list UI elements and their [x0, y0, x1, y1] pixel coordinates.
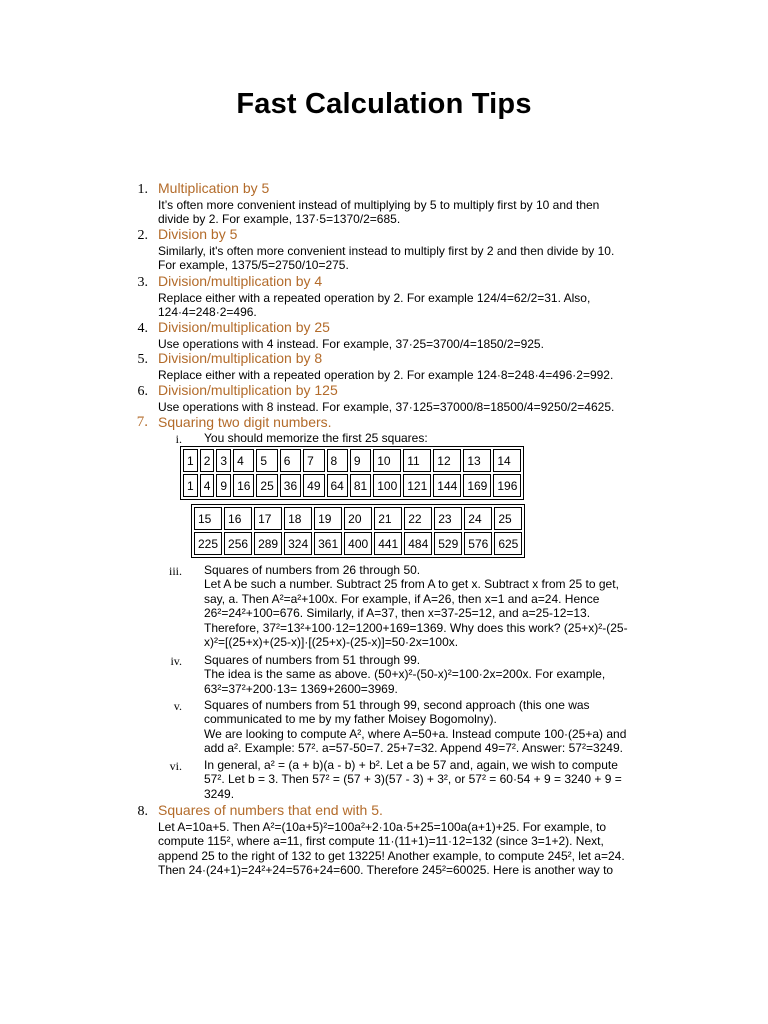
table-cell: 100 — [373, 474, 401, 497]
table-cell: 13 — [463, 449, 491, 472]
subitem-text: Squares of numbers from 51 through 99. The idea is the same as above. (50+x)²-(50-x)²=100·2x=200x. For example, 63²=37²+200·13= 1369+2600=3969. — [204, 653, 606, 696]
subitem-text: You should memorize the first 25 squares: — [204, 431, 428, 445]
table-cell: 289 — [254, 532, 282, 555]
item-heading: Division/multiplication by 4 — [158, 273, 323, 289]
item-heading: Multiplication by 5 — [158, 180, 270, 196]
table-cell: 11 — [403, 449, 431, 472]
item-number: 3. — [137, 275, 148, 290]
table-cell: 10 — [373, 449, 401, 472]
table-cell: 15 — [194, 507, 222, 530]
table-cell: 25 — [494, 507, 522, 530]
table-cell: 529 — [434, 532, 462, 555]
table-cell: 484 — [404, 532, 432, 555]
table-cell: 169 — [463, 474, 491, 497]
subitem-text: In general, a² = (a + b)(a - b) + b². Let a be 57 and, again, we wish to compute 57². Let b = 3. Then 57² = (57 + 3)(57 - 3) + 3², or 57² = 60·54 + 9 = 3240 + 9 = 3249. — [204, 758, 622, 801]
item-body: Replace either with a repeated operation by 2. For example 124/4=62/2=31. Also, 124·4=248·2=496. — [158, 291, 591, 320]
table-cell: 6 — [280, 449, 301, 472]
table-cell: 2 — [200, 449, 215, 472]
subitem-numeral: v. — [173, 699, 182, 713]
table-cell: 7 — [303, 449, 324, 472]
table-cell: 14 — [493, 449, 521, 472]
item-number: 8. — [137, 804, 148, 819]
item-number: 7. — [136, 414, 148, 430]
table-cell: 24 — [464, 507, 492, 530]
item-number: 4. — [137, 321, 148, 336]
item-body: Replace either with a repeated operation by 2. For example 124·8=248·4=496·2=992. — [158, 368, 614, 382]
table-cell: 576 — [464, 532, 492, 555]
table-cell: 361 — [314, 532, 342, 555]
table-cell: 441 — [374, 532, 402, 555]
table-cell: 20 — [344, 507, 372, 530]
item-heading: Division/multiplication by 25 — [158, 319, 330, 335]
table-cell: 17 — [254, 507, 282, 530]
table-cell: 25 — [256, 474, 277, 497]
table-cell: 625 — [494, 532, 522, 555]
item-heading: Division by 5 — [158, 226, 238, 242]
item-number: 5. — [137, 352, 148, 367]
page-title: Fast Calculation Tips — [236, 88, 532, 120]
squares-table-2 — [191, 504, 525, 558]
item-heading: Division/multiplication by 125 — [158, 382, 338, 398]
table-cell: 225 — [194, 532, 222, 555]
table-cell: 1 — [183, 449, 198, 472]
item-heading: Squaring two digit numbers. — [158, 414, 332, 430]
table-cell: 19 — [314, 507, 342, 530]
item-body: It’s often more convenient instead of multiplying by 5 to multiply first by 10 and then divide by 2. For example, 137·5=1370/2=685. — [158, 198, 600, 227]
table-cell: 3 — [216, 449, 231, 472]
item-number: 1. — [137, 182, 148, 197]
item-body: Let A=10a+5. Then A²=(10a+5)²=100a²+2·10a·5+25=100a(a+1)+25. For example, to compute 115², where a=11, first compute 11·(11+1)=11·12=132 (since 3=1+2). Next, append 25 to the right of 132 to get 13225! Another example, to compute 245², let a=24. Then 24·(24+1)=24²+24=576+24=600. Therefore 245²=60025. Here is another way to — [158, 820, 625, 878]
subitem-numeral: vi. — [169, 759, 182, 773]
table-cell: 9 — [216, 474, 231, 497]
table-cell: 5 — [256, 449, 277, 472]
table-row — [183, 474, 521, 497]
table-cell: 4 — [233, 449, 254, 472]
table-cell: 400 — [344, 532, 372, 555]
item-heading: Division/multiplication by 8 — [158, 350, 323, 366]
table-cell: 64 — [327, 474, 348, 497]
table-cell: 256 — [224, 532, 252, 555]
table-cell: 121 — [403, 474, 431, 497]
table-cell: 4 — [200, 474, 215, 497]
table-cell: 21 — [374, 507, 402, 530]
subitem-numeral: i. — [175, 432, 182, 446]
squares-table-1 — [180, 446, 524, 500]
table-cell: 81 — [350, 474, 371, 497]
table-cell: 16 — [233, 474, 254, 497]
table-cell: 1 — [183, 474, 198, 497]
item-heading: Squares of numbers that end with 5. — [158, 802, 383, 818]
subitem-numeral: iii. — [168, 564, 182, 578]
table-cell: 18 — [284, 507, 312, 530]
table-cell: 9 — [350, 449, 371, 472]
item-body: Use operations with 8 instead. For example, 37·125=37000/8=18500/4=9250/2=4625. — [158, 400, 615, 414]
item-number: 2. — [137, 228, 148, 243]
table-row — [183, 449, 521, 472]
item-body: Use operations with 4 instead. For example, 37·25=3700/4=1850/2=925. — [158, 337, 544, 351]
subitem-text: Squares of numbers from 51 through 99, second approach (this one was communicated to me by my father Moisey Bogomolny). We are looking to compute A², where A=50+a. Instead compute 100·(25+a) and add a². Example: 57². a=57-50=7. 25+7=32. Append 49=7². Answer: 57²=3249. — [204, 698, 627, 756]
table-cell: 22 — [404, 507, 432, 530]
table-row — [194, 532, 522, 555]
item-body: Similarly, it's often more convenient instead to multiply first by 2 and then divide by 10. For example, 1375/5=2750/10=275. — [158, 244, 615, 273]
table-cell: 324 — [284, 532, 312, 555]
table-row — [194, 507, 522, 530]
subitem-text: Squares of numbers from 26 through 50. Let A be such a number. Subtract 25 from A to get x. Subtract x from 25 to get, say, a. Then A²=a²+100x. For example, if A=26, then x=1 and a=24. Hence 26²=24²+100=676. Similarly, if A=37, then x=37-25=12, and a=25-12=13. Therefore, 37²=13²+100·12=1200+169=1369. Why does this work? (25+x)²-(25- x)²=[(25+x)+(25-x)]·[(25+x)-(25-x)]=50·2x=100x. — [204, 563, 628, 650]
table-cell: 12 — [433, 449, 461, 472]
table-cell: 196 — [493, 474, 521, 497]
table-cell: 8 — [327, 449, 348, 472]
table-cell: 144 — [433, 474, 461, 497]
table-cell: 36 — [280, 474, 301, 497]
table-cell: 23 — [434, 507, 462, 530]
subitem-numeral: iv. — [170, 654, 182, 668]
item-number: 6. — [137, 384, 148, 399]
table-cell: 49 — [303, 474, 324, 497]
table-cell: 16 — [224, 507, 252, 530]
